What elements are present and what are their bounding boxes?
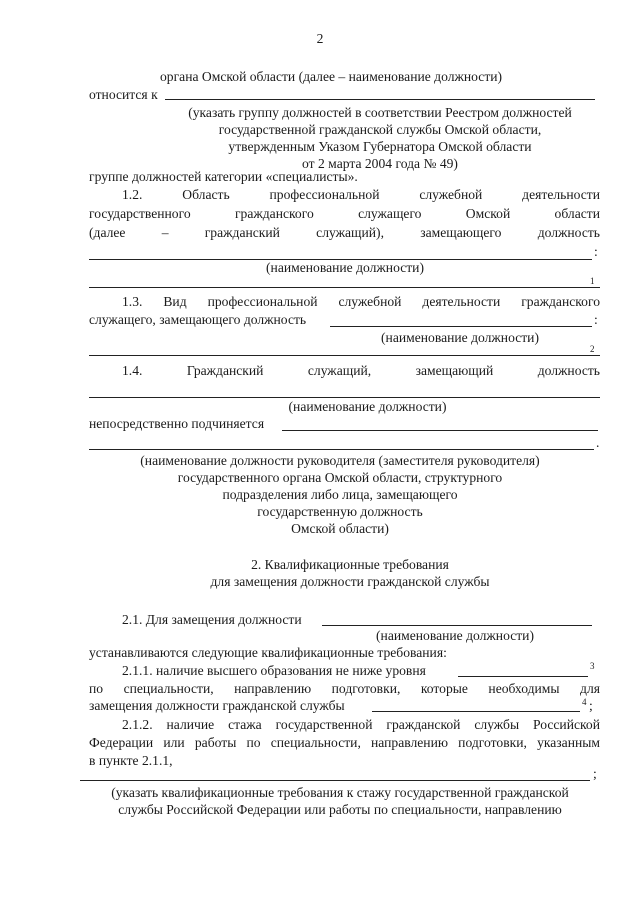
paragraph-line: Федерации или работы по специальности, направлению подготовки, указанным xyxy=(89,735,600,750)
fill-in-line[interactable] xyxy=(372,711,580,712)
text-line: непосредственно подчиняется xyxy=(89,416,265,431)
line-end: : xyxy=(594,312,598,327)
hint-text: (указать квалификационные требования к стажу государственной гражданской xyxy=(111,785,569,800)
fill-in-line[interactable] xyxy=(322,625,592,626)
text-line: относится к xyxy=(89,87,158,102)
fill-in-line[interactable] xyxy=(89,449,594,450)
fill-in-line[interactable] xyxy=(330,326,592,327)
hint-text: (наименование должности руководителя (заместителя руководителя) xyxy=(140,453,540,468)
fill-in-line[interactable] xyxy=(282,430,598,431)
fill-in-line[interactable] xyxy=(458,676,588,677)
footnote-mark: 2 xyxy=(590,344,595,354)
line-end: ; xyxy=(593,766,597,781)
paragraph-line: 1.3. Вид профессиональной служебной деятельности гражданского xyxy=(122,294,600,309)
paragraph-line: 1.4. Гражданский служащий, замещающий должность xyxy=(122,363,600,378)
hint-text: Омской области) xyxy=(291,521,389,536)
footnote-mark: 4 xyxy=(582,697,587,707)
section-heading: для замещения должности гражданской службы xyxy=(210,574,490,589)
paragraph-line: 2.1.2. наличие стажа государственной гражданской службы Российской xyxy=(122,717,600,732)
hint-text: государственную должность xyxy=(257,504,423,519)
text-line: замещения должности гражданской службы xyxy=(89,698,345,713)
hint-text: (наименование должности) xyxy=(266,260,424,275)
hint-text: от 2 марта 2004 года № 49) xyxy=(302,156,458,171)
footnote-mark: 1 xyxy=(590,276,595,286)
paragraph-line: по специальности, направлению подготовки, которые необходимы для xyxy=(89,681,600,696)
hint-text: (наименование должности) xyxy=(381,330,539,345)
line-end: . xyxy=(596,435,600,450)
text-line: органа Омской области (далее – наименование должности) xyxy=(160,69,503,84)
text-line: устанавливаются следующие квалификационные требования: xyxy=(89,645,447,660)
text-line: служащего, замещающего должность xyxy=(89,312,307,327)
text-line: 2.1.1. наличие высшего образования не ниже уровня xyxy=(122,663,426,678)
fill-in-line[interactable] xyxy=(80,780,590,781)
hint-text: подразделения либо лица, замещающего xyxy=(222,487,458,502)
footnote-mark: 3 xyxy=(590,661,595,671)
hint-text: (наименование должности) xyxy=(376,628,534,643)
hint-text: (наименование должности) xyxy=(288,399,447,414)
section-heading: 2. Квалификационные требования xyxy=(251,557,449,572)
line-end: : xyxy=(594,244,598,259)
hint-text: службы Российской Федерации или работы по специальности, направлению xyxy=(118,802,562,817)
fill-in-line[interactable] xyxy=(89,287,600,288)
fill-in-line[interactable] xyxy=(89,355,600,356)
line-end: ; xyxy=(589,698,593,713)
paragraph-line: государственного гражданского служащего Омской области xyxy=(89,206,600,221)
paragraph-line: 1.2. Область профессиональной служебной деятельности xyxy=(122,187,600,202)
fill-in-line[interactable] xyxy=(165,99,595,100)
text-line: в пункте 2.1.1, xyxy=(89,753,173,768)
hint-text: утвержденным Указом Губернатора Омской области xyxy=(228,139,532,154)
paragraph-line: (далее – гражданский служащий), замещающего должность xyxy=(89,225,600,240)
hint-text: государственного органа Омской области, структурного xyxy=(177,470,503,485)
text-line: группе должностей категории «специалисты». xyxy=(89,169,358,184)
hint-text: государственной гражданской службы Омской области, xyxy=(218,122,542,137)
page-number: 2 xyxy=(316,31,324,46)
hint-text: (указать группу должностей в соответствии Реестром должностей xyxy=(188,105,572,120)
text-line: 2.1. Для замещения должности xyxy=(122,612,302,627)
